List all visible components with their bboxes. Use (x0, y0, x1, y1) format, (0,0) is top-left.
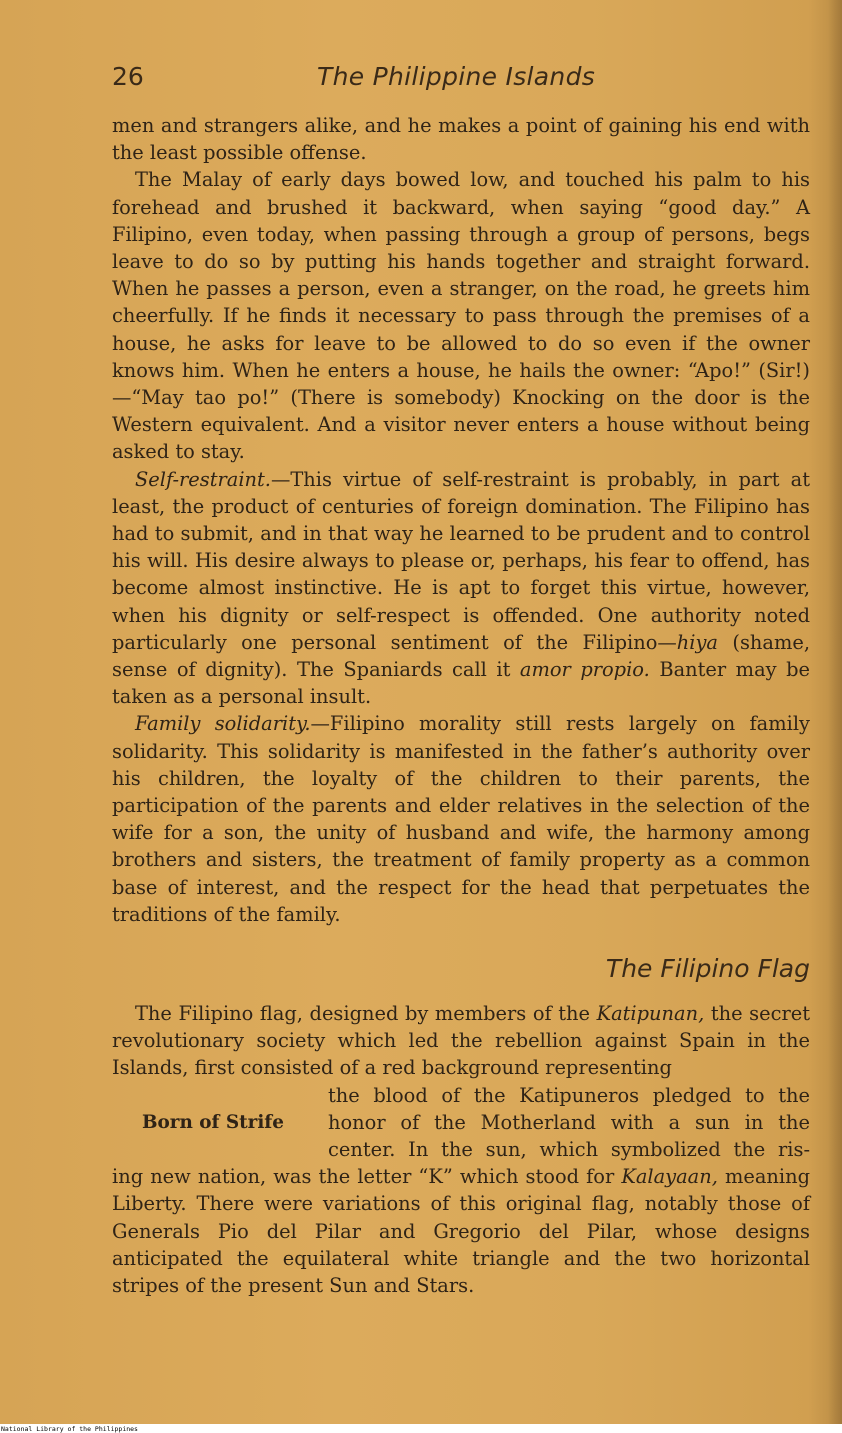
paragraph-flag-outro (112, 1163, 810, 1299)
self-restraint-text-3: Banter may be taken as a personal insult. (112, 658, 810, 709)
paragraph-family-solidarity (112, 710, 810, 928)
page-number: 26 (112, 62, 144, 91)
family-solidarity-text: —Filipino morality still rests largely on family solidarity. This solidarity is manifested in the father’s authority over his children, the loyalty of the children to their parents, the participation of the parents and elder relatives in the selection of the wife for a son, the unity of husband and wife, the harmony among brothers and sisters, the treatment of family property as a common base of interest, and the respect for the head that perpetuates the traditions of the family. (112, 712, 810, 926)
term-hiya: hiya (676, 630, 718, 654)
side-line-3: center. In the sun, which symbolized the ris- (328, 1138, 810, 1162)
library-credit: National Library of the Philippines (1, 1425, 138, 1433)
side-line-1: the blood of the Katipuneros pledged to the (328, 1083, 810, 1107)
flag-intro-1: The Filipino flag, designed by members of the (135, 1002, 597, 1025)
flag-intro-2: the secret revolutionary society which led the rebellion against Spain in the Islands, first consisted of a red background representing (112, 1002, 810, 1080)
side-line-2: honor of the Motherland with a sun in the (328, 1110, 810, 1134)
running-head (112, 62, 810, 96)
side-lines (328, 1082, 810, 1164)
term-kalayaan: Kalayaan, (621, 1165, 718, 1189)
paragraph-greetings: The Malay of early days bowed low, and touched his palm to his forehead and brushed it backward, when saying “good day.” A Filipino, even today, when passing through a group of persons, begs leave to do so by putting his hands together and straight forward. When he passes a person, even a stranger, on the road, he greets him cheerfully. If he finds it necessary to pass through the premises of a house, he asks for leave to be allowed to do so even if the owner knows him. When he enters a house, he hails the owner: “Apo!” (Sir!)—“May tao po!” (There is somebody) Knocking on the door is the Western equivalent. And a visitor never enters a house without being asked to stay. (112, 168, 810, 464)
paragraph-self-restraint (112, 466, 810, 711)
self-restraint-lead: Self-restraint. (135, 467, 271, 491)
self-restraint-text-2: (shame, sense of dignity). The Spaniards call it (112, 630, 810, 682)
section-heading-filipino-flag: The Filipino Flag (605, 954, 810, 983)
body-text (112, 112, 810, 928)
term-amor-propio: amor propio. (519, 658, 650, 682)
flag-outro-2: meaning Liberty. There were variations of this original flag, notably those of Generals Pio del Pilar and Gregorio del Pilar, whose designs anticipated the equilateral white triangle and the two horizontal stripes of the present Sun and Stars. (112, 1165, 810, 1298)
paragraph-continuation: men and strangers alike, and he makes a point of gaining his end with the least possible offense. (112, 114, 810, 165)
family-solidarity-lead: Family solidarity. (135, 712, 311, 736)
side-head-born-of-strife: Born of Strife (142, 1111, 284, 1133)
flag-section-text (112, 1000, 810, 1299)
paragraph-flag-intro (112, 1000, 810, 1082)
book-title: The Philippine Islands (317, 62, 596, 91)
side-head-row (112, 1082, 810, 1164)
self-restraint-text-1: —This virtue of self-restraint is probably, in part at least, the product of centuries of foreign domination. The Filipino has had to submit, and in that way he learned to be prudent and to control his will. His desire always to please or, perhaps, his fear to offend, has become almost instinctive. He is apt to forget this virtue, however, when his dignity or self-respect is offended. One authority noted particularly one personal sentiment of the Filipino— (112, 467, 810, 654)
term-katipunan: Katipunan, (596, 1002, 705, 1025)
flag-outro-1: ing new nation, was the letter “K” which stood for (112, 1165, 622, 1189)
